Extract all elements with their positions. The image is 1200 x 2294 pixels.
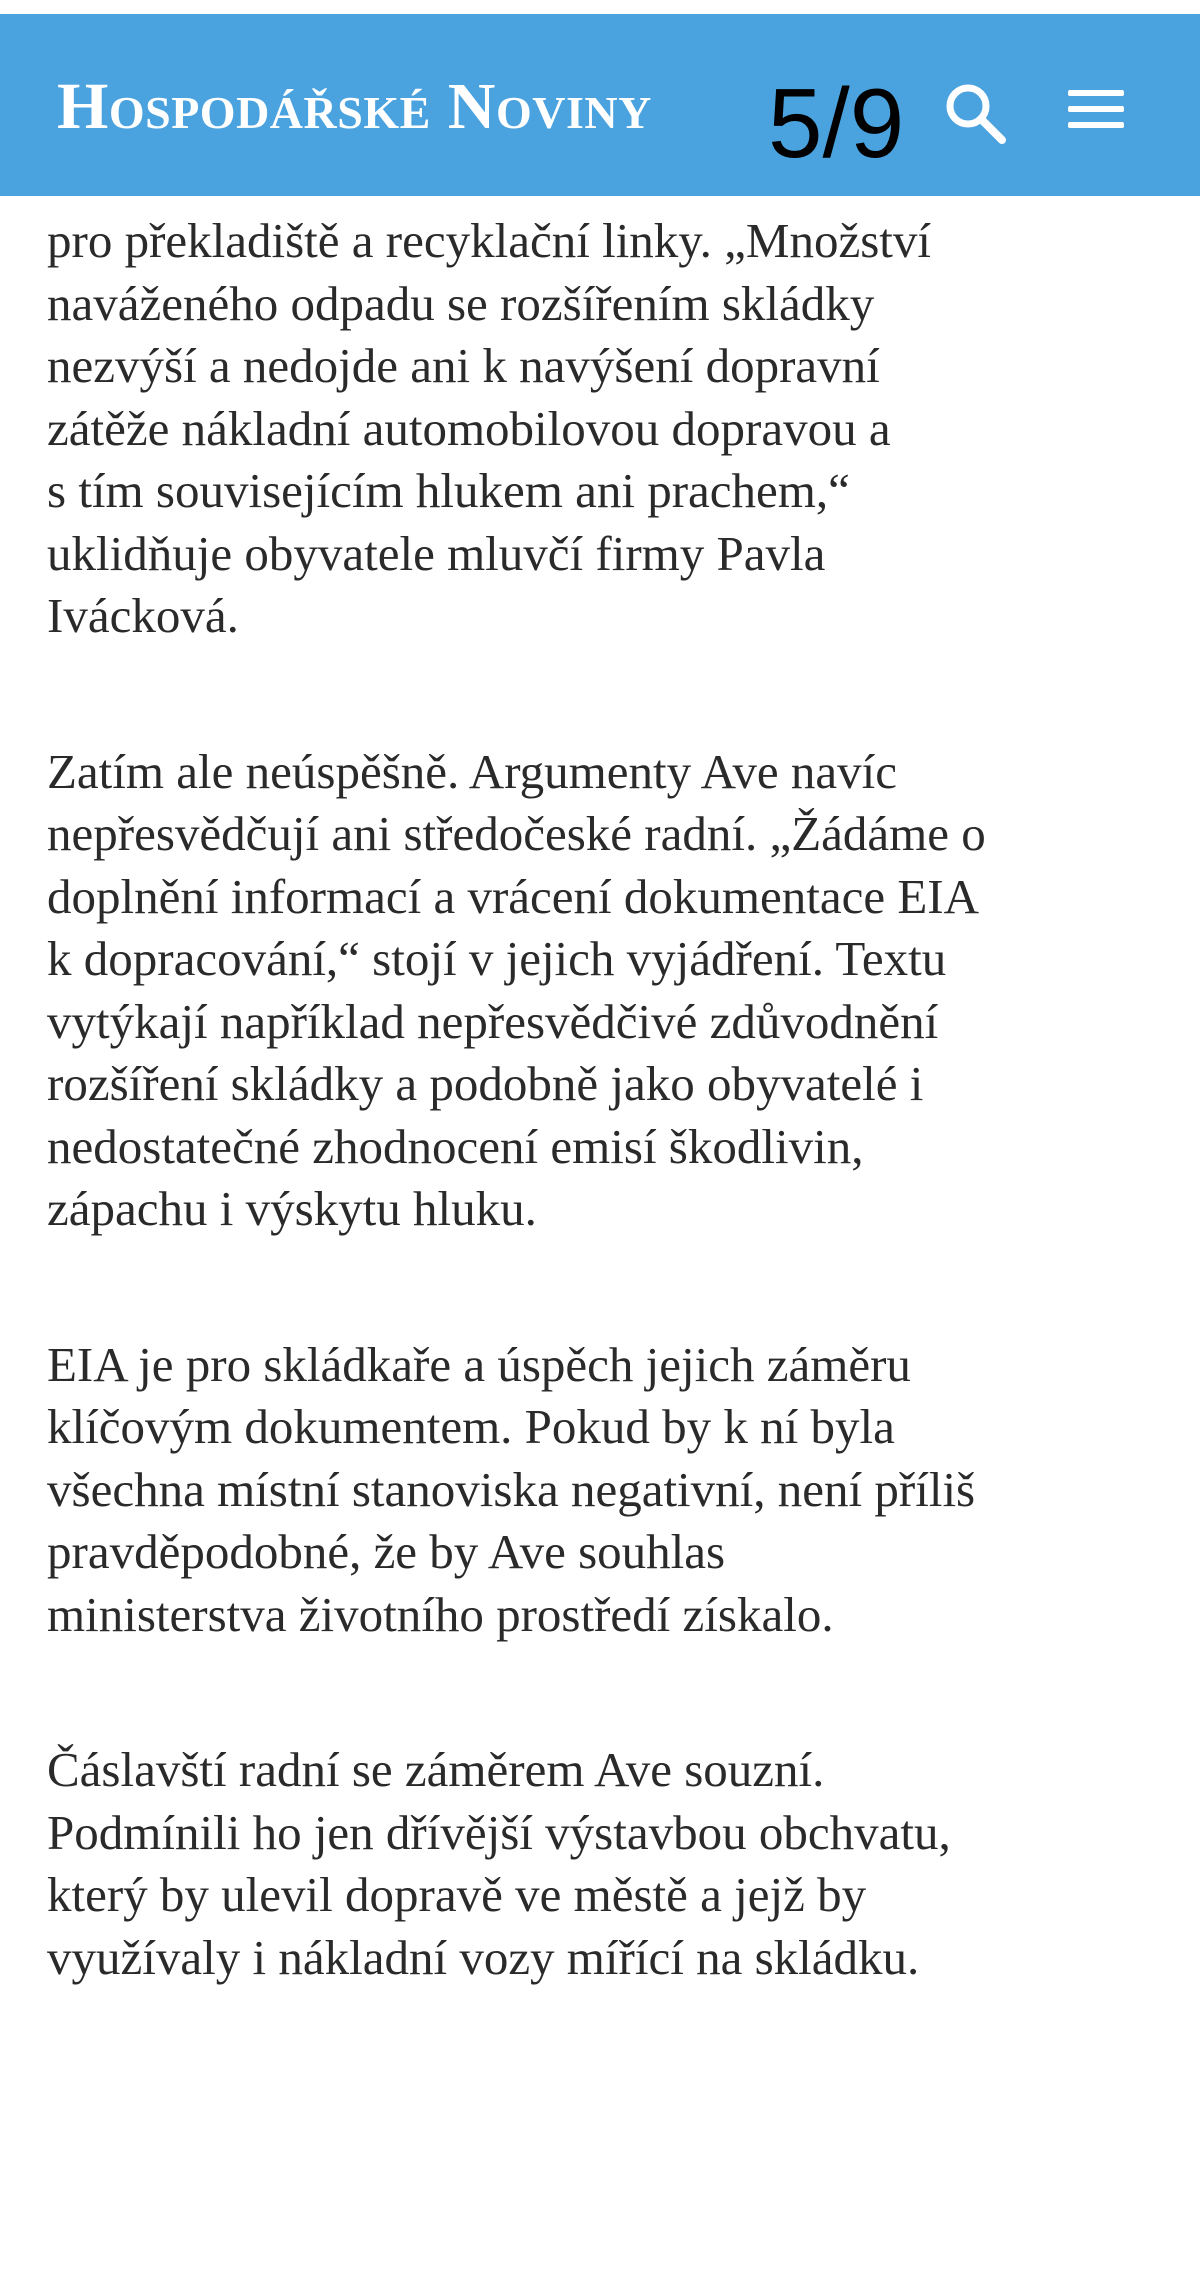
article-paragraph — [47, 210, 1167, 648]
menu-button[interactable] — [1062, 80, 1138, 144]
text-line: zápachu i výskytu hluku. — [47, 1181, 537, 1236]
article-paragraph — [47, 741, 1167, 1241]
text-line: který by ulevil dopravě ve městě a jejž by — [47, 1867, 867, 1922]
text-line: uklidňuje obyvatele mluvčí firmy Pavla — [47, 525, 826, 581]
site-logo[interactable]: Hospodářské Noviny — [57, 70, 652, 143]
text-line: nepřesvědčují ani středočeské radní. „Žádáme o — [47, 806, 986, 861]
text-line: k dopracování,“ stojí v jejich vyjádření. Textu — [47, 931, 947, 986]
text-line: využívaly i nákladní vozy mířící na skládku. — [47, 1929, 920, 1985]
search-icon — [940, 78, 1012, 150]
previous-text-sliver — [0, 0, 1200, 14]
text-line: doplnění informací a vrácení dokumentace EIA — [47, 868, 979, 924]
article-paragraph — [47, 1334, 1167, 1647]
text-line: naváženého odpadu se rozšířením skládky — [47, 275, 875, 331]
text-line: vytýkají například nepřesvědčivé zdůvodnění — [47, 993, 939, 1049]
text-line: EIA je pro skládkaře a úspěch jejich záměru — [47, 1336, 911, 1392]
text-line: Podmínili ho jen dřívější výstavbou obchvatu, — [47, 1804, 951, 1860]
text-line: nedostatečné zhodnocení emisí škodlivin, — [47, 1118, 864, 1174]
text-line: zátěže nákladní automobilovou dopravou a — [47, 400, 891, 456]
text-line: pravděpodobné, že by Ave souhlas — [47, 1524, 726, 1579]
text-line: s tím souvisejícím hlukem ani prachem,“ — [47, 463, 850, 518]
text-line: Zatím ale neúspěšně. Argumenty Ave navíc — [47, 743, 898, 799]
article-body — [47, 210, 1167, 1989]
text-line: rozšíření skládky a podobně jako obyvatelé i — [47, 1056, 924, 1111]
paragraph-gap — [47, 1646, 1167, 1739]
article-paragraph — [47, 1739, 1167, 1989]
text-line: ministerstva životního prostředí získalo. — [47, 1586, 834, 1642]
text-line: pro překladiště a recyklační linky. „Množství — [47, 213, 931, 268]
search-button[interactable] — [940, 78, 1012, 150]
text-line: nezvýší a nedojde ani k navýšení dopravní — [47, 338, 880, 393]
site-header — [0, 14, 1200, 196]
text-line: Ivácková. — [47, 588, 239, 643]
page-counter: 5/9 — [768, 68, 905, 178]
paragraph-gap — [47, 1241, 1167, 1334]
hamburger-menu-icon — [1062, 80, 1138, 144]
paragraph-gap — [47, 648, 1167, 741]
text-line: všechna místní stanoviska negativní, není příliš — [47, 1461, 976, 1517]
text-line: klíčovým dokumentem. Pokud by k ní byla — [47, 1399, 895, 1454]
text-line: Čáslavští radní se záměrem Ave souzní. — [47, 1742, 825, 1797]
